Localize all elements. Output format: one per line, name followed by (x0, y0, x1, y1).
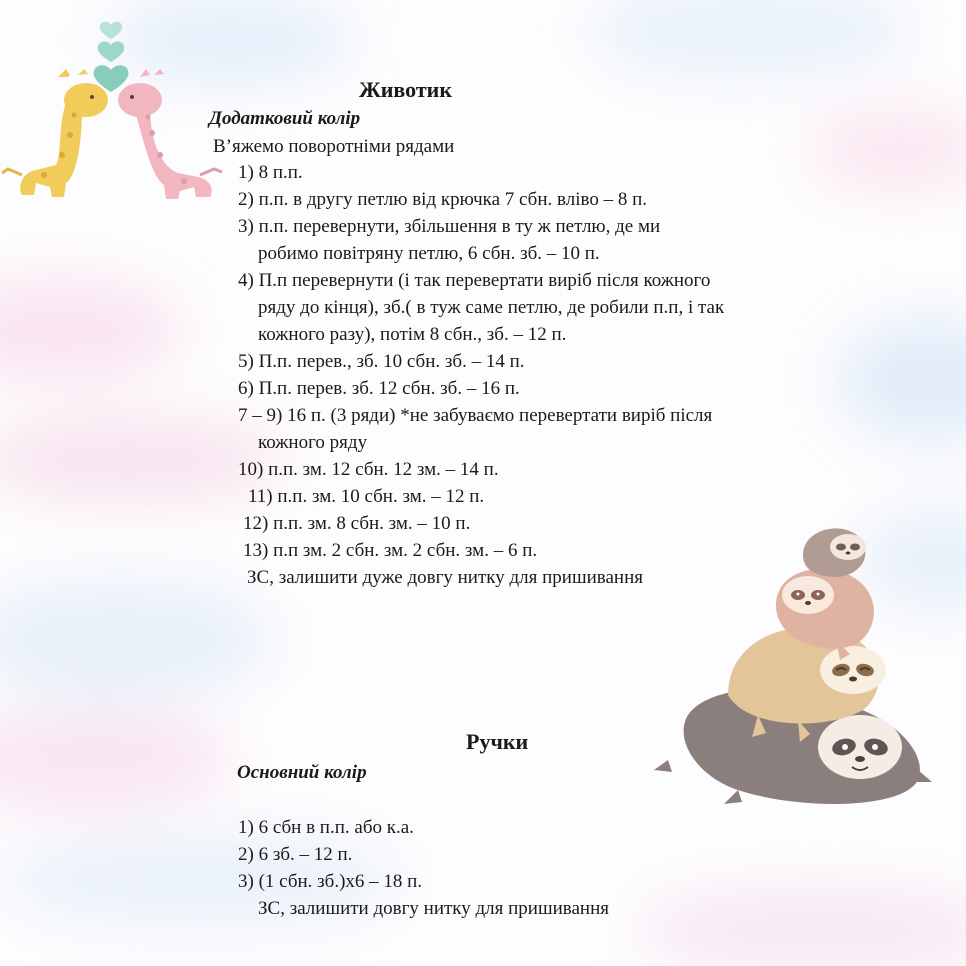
instruction-line: 2) 6 зб. – 12 п. (238, 844, 353, 865)
instruction-line: 6) П.п. перев. зб. 12 сбн. зб. – 16 п. (238, 378, 520, 399)
instruction-line: 5) П.п. перев., зб. 10 сбн. зб. – 14 п. (238, 351, 525, 372)
intro-line: В’яжемо поворотніми рядами (213, 136, 455, 157)
sloth-small-icon (803, 528, 866, 577)
instruction-line: ряду до кінця), зб.( в туж саме петлю, де робили п.п, і так (258, 297, 725, 318)
instruction-line: 4) П.п перевернути (і так перевертати виріб після кожного (238, 270, 711, 291)
section-subtitle: Додатковий колір (209, 108, 361, 129)
instruction-line: ЗС, залишити довгу нитку для пришивання (258, 898, 609, 919)
instruction-line: ЗС, залишити дуже довгу нитку для пришивання (247, 567, 643, 588)
instruction-line: 3) п.п. перевернути, збільшення в ту ж петлю, де ми (238, 216, 661, 237)
instruction-line: 1) 8 п.п. (238, 162, 303, 183)
section-title: Животик (359, 77, 453, 102)
pink-giraffe-icon (118, 69, 222, 199)
instruction-line: 10) п.п. зм. 12 сбн. 12 зм. – 14 п. (238, 459, 499, 480)
instruction-line: кожного разу), потім 8 сбн., зб. – 12 п. (258, 324, 567, 345)
instruction-line: 1) 6 сбн в п.п. або к.а. (238, 817, 414, 838)
instruction-line: 11) п.п. зм. 10 сбн. зм. – 12 п. (248, 486, 485, 507)
heart-icon (94, 22, 129, 92)
instruction-line: 12) п.п. зм. 8 сбн. зм. – 10 п. (243, 513, 471, 534)
yellow-giraffe-icon (2, 69, 108, 197)
instruction-line: 7 – 9) 16 п. (3 ряди) *не забуваємо перевертати виріб після (238, 405, 713, 426)
section-subtitle: Основний колір (237, 762, 367, 783)
instruction-line: 3) (1 сбн. зб.)х6 – 18 п. (238, 871, 423, 892)
instruction-line: кожного ряду (258, 432, 368, 453)
section-title: Ручки (466, 729, 529, 754)
sloths-illustration (648, 515, 948, 815)
giraffes-illustration (0, 15, 230, 200)
instruction-line: 2) п.п. в другу петлю від крючка 7 сбн. вліво – 8 п. (238, 189, 647, 210)
instruction-line: робимо повітряну петлю, 6 сбн. зб. – 10 п. (258, 243, 600, 264)
instruction-line: 13) п.п зм. 2 сбн. зм. 2 сбн. зм. – 6 п. (243, 540, 538, 561)
